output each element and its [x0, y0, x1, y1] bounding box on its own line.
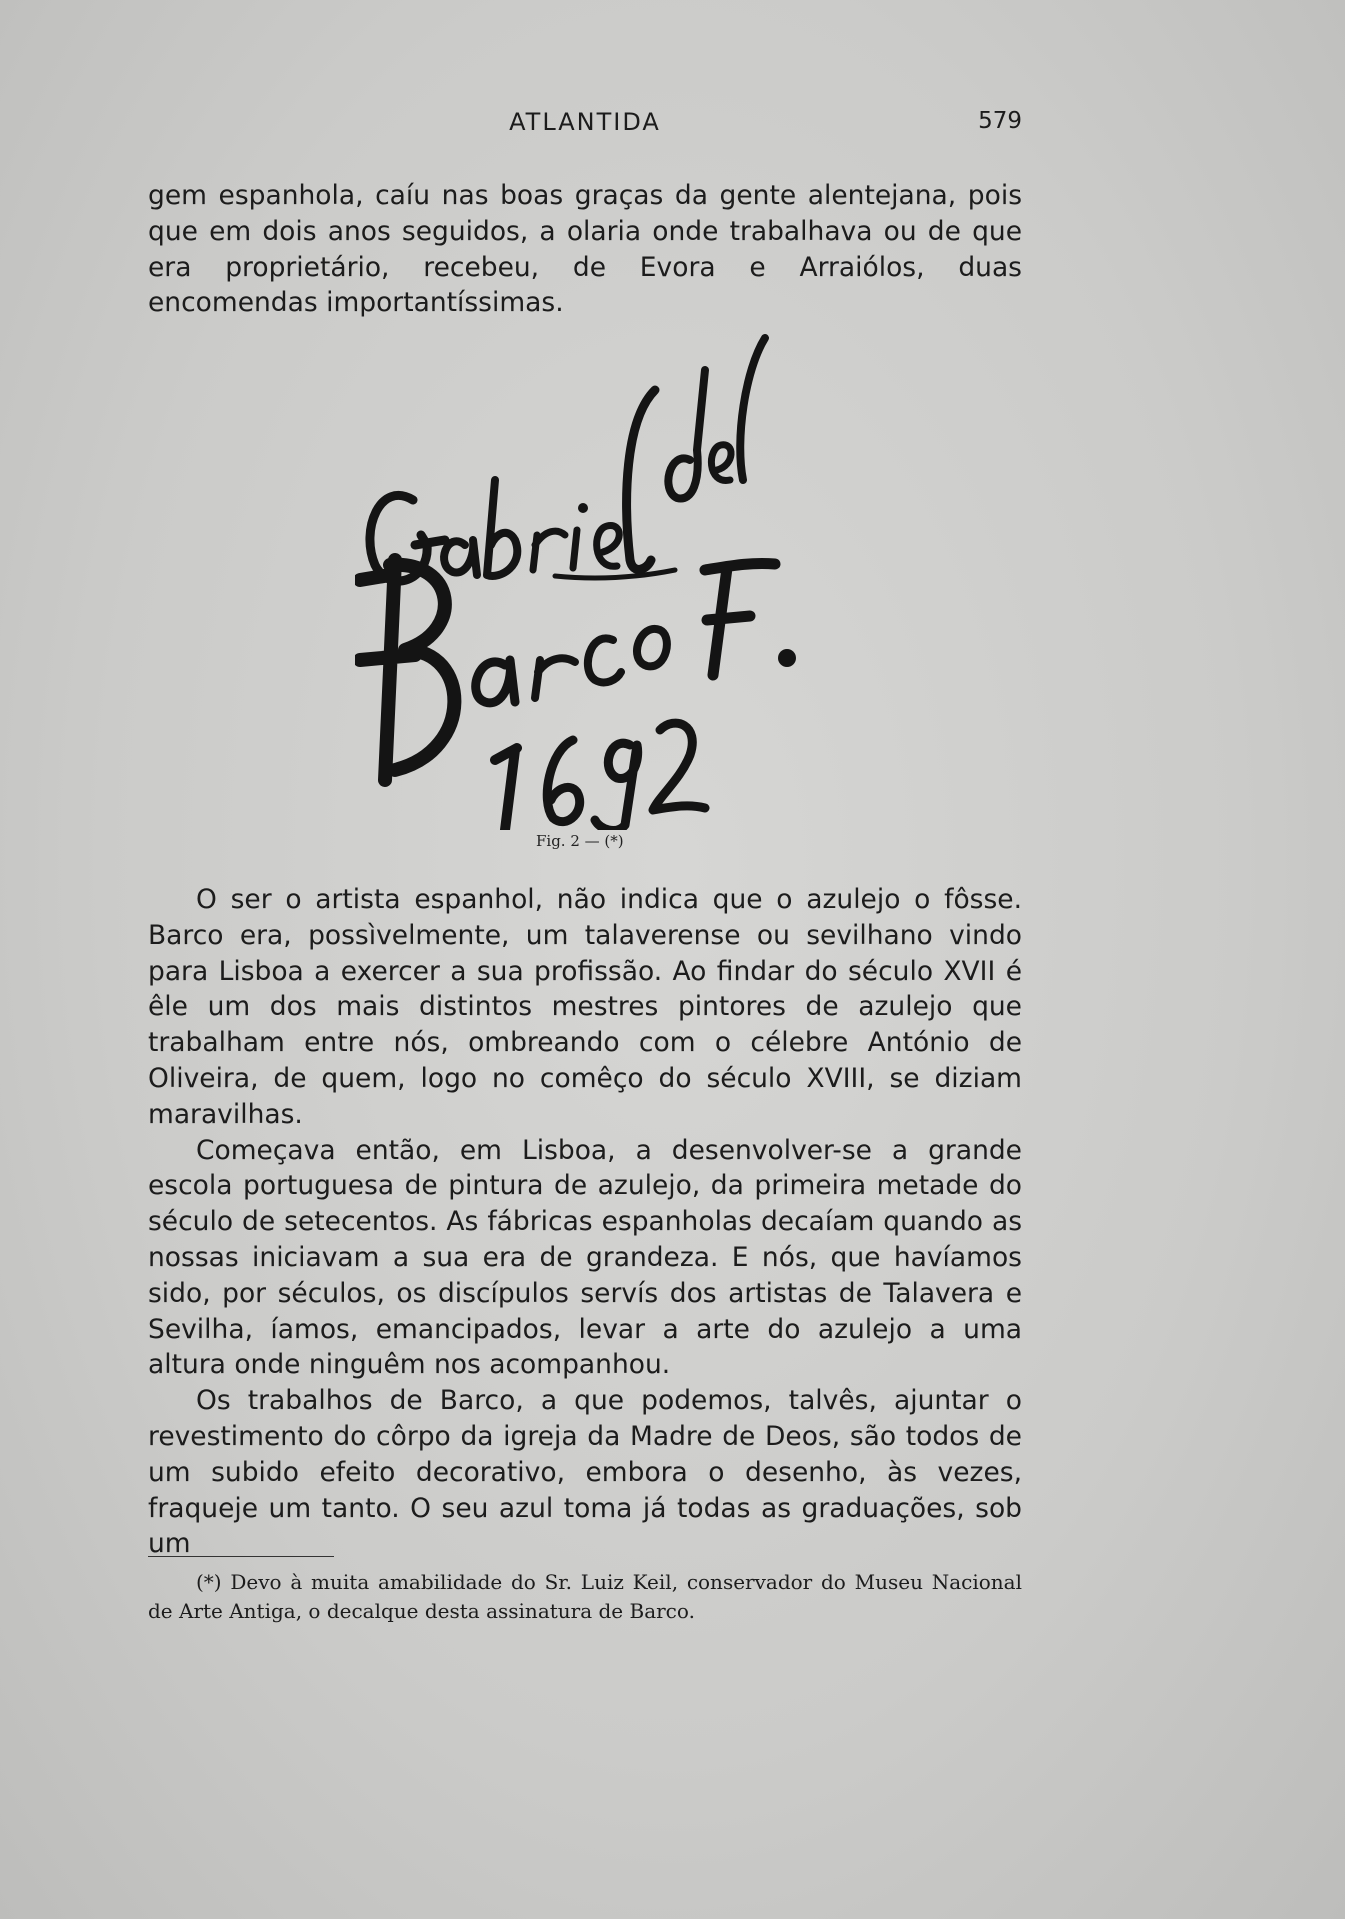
running-title: ATLANTIDA: [509, 108, 661, 136]
footnote-text: (*) Devo à muita amabilidade do Sr. Luiz Keil, conservador do Museu Nacional de Arte Antiga, o decalque desta assinatura de Barco.: [148, 1570, 1022, 1623]
intro-paragraph: gem espanhola, caíu nas boas graças da gente alentejana, pois que em dois anos seguidos, a olaria onde trabalhava ou de que era proprietário, recebeu, de Evora e Arraiólos, duas encomendas importantíssimas.: [148, 180, 1022, 319]
body-paragraph: O ser o artista espanhol, não indica que o azulejo o fôsse. Barco era, possìvelmente, um talaverense ou sevilhano vindo para Lisboa a exercer a sua profissão. Ao findar do século XVII é êle um dos mais distintos mestres pintores de azulejo que trabalham entre nós, ombreando com o célebre António de Oliveira, de quem, logo no comêço do século XVIII, se diziam maravilhas.: [148, 884, 1022, 1130]
body-paragraph: Começava então, em Lisboa, a desenvolver-se a grande escola portuguesa de pintura de azulejo, da primeira metade do século de setecentos. As fábricas espanholas decaíam quando as nossas iniciavam a sua era de grandeza. E nós, que havíamos sido, por séculos, os discípulos servís dos artistas de Talavera e Sevilha, íamos, emancipados, levar a arte do azulejo a uma altura onde ninguêm nos acompanhou.: [148, 1134, 1022, 1381]
figure-caption: Fig. 2 — (*): [536, 832, 624, 850]
footnote-divider: [148, 1556, 334, 1557]
intro-text: [148, 178, 1022, 321]
signature-image: [355, 330, 835, 830]
page-header: [148, 108, 1022, 144]
body-text: [148, 882, 1022, 1562]
page-number: 579: [978, 108, 1022, 134]
body-paragraph: Os trabalhos de Barco, a que podemos, talvês, ajuntar o revestimento do côrpo da igreja da Madre de Deos, são todos de um subido efeito decorativo, embora o desenho, às vezes, fraqueje um tanto. O seu azul toma já todas as graduações, sob um: [148, 1385, 1022, 1560]
footnote: [148, 1568, 1022, 1626]
